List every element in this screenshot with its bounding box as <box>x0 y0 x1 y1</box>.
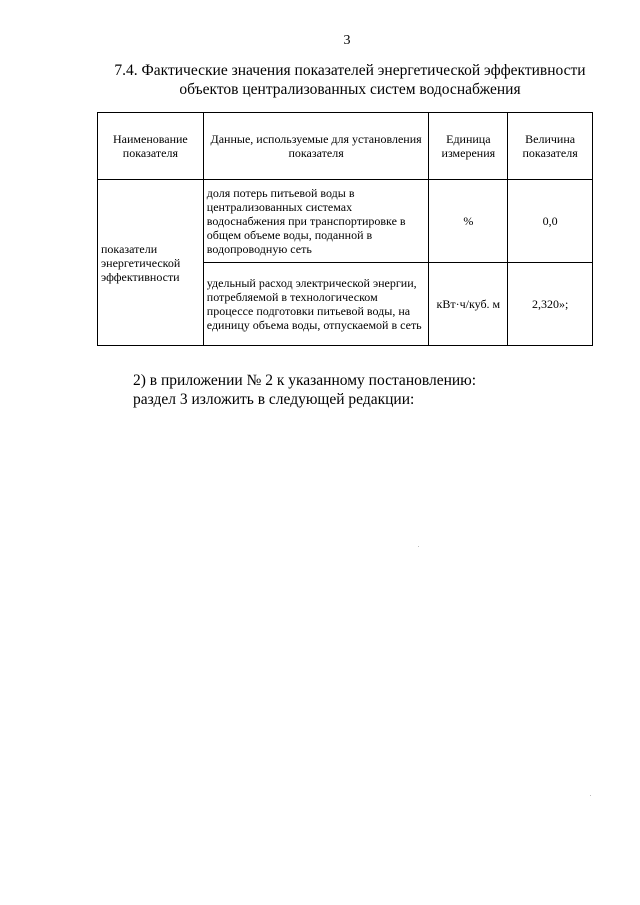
indicator-group-name: показатели энергетической эффективности <box>98 180 204 346</box>
row-unit: кВт·ч/куб. м <box>429 263 508 346</box>
amendment-line-1: 2) в приложении № 2 к указанному постановлению: <box>133 372 477 389</box>
row-description: доля потерь питьевой воды в централизованных системах водоснабжения при транспортировке в общем объеме воды, поданной в водопроводную сеть <box>203 180 429 263</box>
header-value: Величина показателя <box>508 113 593 180</box>
row-value: 2,320»; <box>508 263 593 346</box>
heading-line-2: объектов централизованных систем водоснабжения <box>179 81 521 98</box>
header-name: Наименование показателя <box>98 113 204 180</box>
amendment-line-2: раздел 3 изложить в следующей редакции: <box>133 391 415 408</box>
header-unit: Единица измерения <box>429 113 508 180</box>
amendment-text <box>133 371 613 409</box>
row-description: удельный расход электрической энергии, потребляемой в технологическом процессе подготовки питьевой воды, на единицу объема воды, отпускаемой в сеть <box>203 263 429 346</box>
scan-speck <box>590 795 591 796</box>
scan-speck <box>418 546 419 547</box>
header-data: Данные, используемые для установления показателя <box>203 113 429 180</box>
section-heading <box>80 61 620 99</box>
row-value: 0,0 <box>508 180 593 263</box>
indicators-table <box>97 112 593 346</box>
table-row <box>98 180 593 263</box>
heading-line-1: 7.4. Фактические значения показателей энергетической эффективности <box>114 62 586 79</box>
row-unit: % <box>429 180 508 263</box>
table-header-row <box>98 113 593 180</box>
page-number: 3 <box>343 33 351 48</box>
